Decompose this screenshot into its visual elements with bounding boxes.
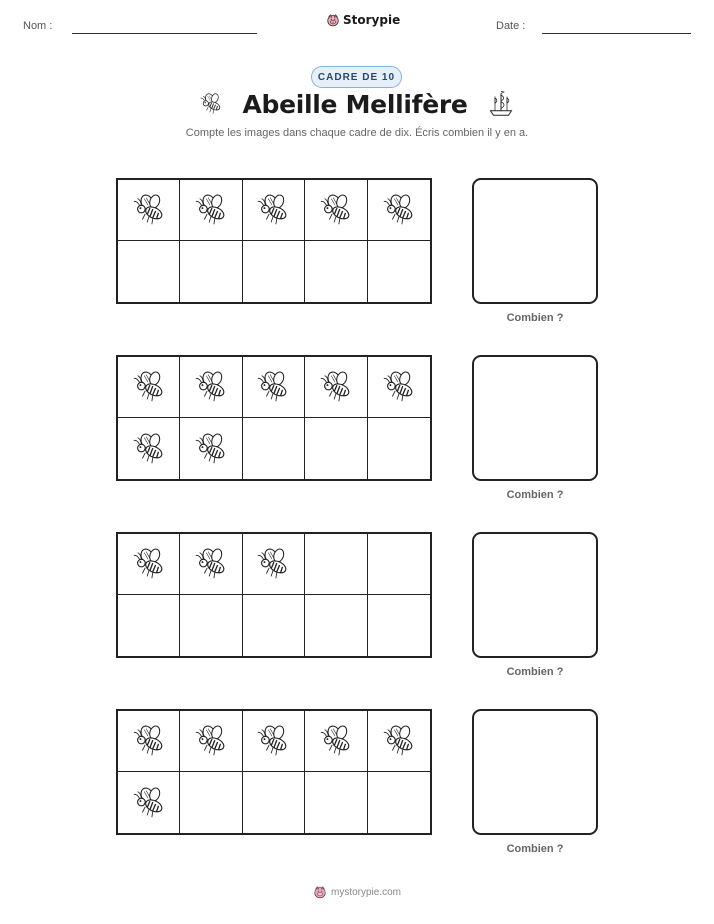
frame-cell bbox=[368, 418, 430, 479]
storypie-logo-icon bbox=[313, 885, 327, 899]
frame-cell bbox=[180, 241, 242, 302]
frame-cell bbox=[118, 357, 180, 418]
title-row bbox=[0, 89, 714, 119]
answer-label-3: Combien ? bbox=[506, 666, 564, 678]
storypie-logo-icon bbox=[326, 13, 340, 27]
bee-icon bbox=[317, 722, 355, 760]
brand-name: Storypie bbox=[343, 13, 401, 27]
frame-cell bbox=[305, 772, 367, 833]
bee-icon bbox=[192, 191, 230, 229]
frame-cell bbox=[180, 534, 242, 595]
frame-cell bbox=[243, 357, 305, 418]
frame-cell bbox=[243, 595, 305, 656]
brand bbox=[326, 13, 400, 27]
frame-cell bbox=[305, 534, 367, 595]
name-label: Nom : bbox=[23, 20, 53, 32]
frame-cell bbox=[118, 772, 180, 833]
ten-frame-4 bbox=[116, 709, 432, 835]
bee-icon bbox=[130, 430, 168, 468]
frame-cell bbox=[243, 418, 305, 479]
frame-cell bbox=[180, 180, 242, 241]
bee-icon bbox=[254, 191, 292, 229]
bee-icon bbox=[317, 368, 355, 406]
frame-cell bbox=[368, 357, 430, 418]
frame-cell bbox=[118, 534, 180, 595]
bee-icon bbox=[192, 430, 230, 468]
frame-cell bbox=[368, 180, 430, 241]
bee-icon bbox=[192, 368, 230, 406]
name-line[interactable] bbox=[72, 33, 257, 34]
bee-icon bbox=[192, 722, 230, 760]
date-line[interactable] bbox=[542, 33, 691, 34]
frame-cell bbox=[368, 711, 430, 772]
ten-frame-1 bbox=[116, 178, 432, 304]
answer-box-2[interactable] bbox=[472, 355, 598, 481]
frame-cell bbox=[118, 241, 180, 302]
frame-cell bbox=[180, 357, 242, 418]
frame-cell bbox=[305, 418, 367, 479]
frame-cell bbox=[180, 595, 242, 656]
frame-cell bbox=[305, 357, 367, 418]
answer-box-1[interactable] bbox=[472, 178, 598, 304]
bee-icon bbox=[254, 368, 292, 406]
bee-icon bbox=[254, 545, 292, 583]
bee-icon bbox=[380, 722, 418, 760]
frame-cell bbox=[243, 711, 305, 772]
date-label: Date : bbox=[496, 20, 526, 32]
answer-label-2: Combien ? bbox=[506, 489, 564, 501]
bee-icon bbox=[130, 722, 168, 760]
frame-cell bbox=[180, 711, 242, 772]
footer bbox=[0, 885, 714, 899]
frame-cell bbox=[118, 711, 180, 772]
bee-icon bbox=[198, 91, 224, 117]
frame-cell bbox=[243, 772, 305, 833]
bee-icon bbox=[380, 368, 418, 406]
frame-cell bbox=[305, 711, 367, 772]
bee-icon bbox=[380, 191, 418, 229]
frame-cell bbox=[368, 595, 430, 656]
frame-cell bbox=[243, 180, 305, 241]
bee-icon bbox=[130, 368, 168, 406]
frame-cell bbox=[305, 180, 367, 241]
frame-cell bbox=[243, 241, 305, 302]
frame-cell bbox=[305, 241, 367, 302]
page-title: Abeille Mellifère bbox=[242, 89, 468, 119]
frame-cell bbox=[180, 418, 242, 479]
instructions: Compte les images dans chaque cadre de dix. Écris combien il y en a. bbox=[185, 127, 529, 139]
frame-cell bbox=[368, 772, 430, 833]
frame-cell bbox=[118, 418, 180, 479]
answer-label-1: Combien ? bbox=[506, 312, 564, 324]
frame-cell bbox=[118, 595, 180, 656]
answer-label-4: Combien ? bbox=[506, 843, 564, 855]
bee-icon bbox=[192, 545, 230, 583]
ten-frame-2 bbox=[116, 355, 432, 481]
bee-icon bbox=[317, 191, 355, 229]
footer-url: mystorypie.com bbox=[330, 886, 401, 898]
bee-icon bbox=[130, 191, 168, 229]
frame-cell bbox=[368, 241, 430, 302]
frame-cell bbox=[243, 534, 305, 595]
frame-cell bbox=[118, 180, 180, 241]
answer-box-4[interactable] bbox=[472, 709, 598, 835]
answer-box-3[interactable] bbox=[472, 532, 598, 658]
bee-icon bbox=[130, 784, 168, 822]
bee-icon bbox=[130, 545, 168, 583]
frame-cell bbox=[368, 534, 430, 595]
ten-frame-3 bbox=[116, 532, 432, 658]
worksheet-badge: CADRE DE 10 bbox=[311, 66, 402, 88]
frame-cell bbox=[180, 772, 242, 833]
frame-cell bbox=[305, 595, 367, 656]
sailing-ship-icon bbox=[486, 89, 516, 119]
bee-icon bbox=[254, 722, 292, 760]
